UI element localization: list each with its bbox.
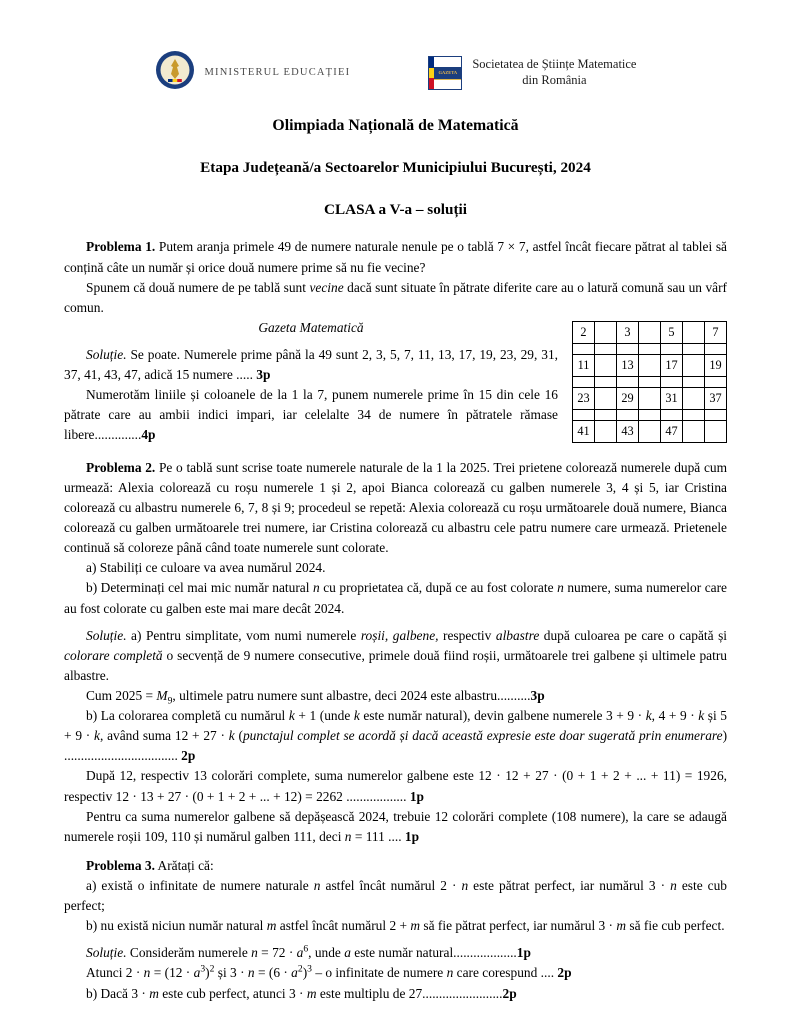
text-segment: cu proprietatea că, după ce au fost colorate [319,580,558,596]
text-segment: roșii, galbene, [360,627,439,643]
grid-cell [639,343,661,354]
text-segment: 2p [557,965,572,981]
grid-cell [683,343,705,354]
grid-cell: 41 [573,420,595,442]
text-segment: Considerăm numerele [126,945,252,961]
text-segment: k [353,708,360,724]
society-name-line1: Societatea de Științe Matematice [472,57,637,72]
text-segment: albastre [495,627,540,643]
problem3-solution-2 [64,963,727,983]
grid-cell [683,321,705,343]
text-segment: să fie cub perfect. [626,918,725,934]
grid-cell [639,409,661,420]
society-name [472,57,636,88]
text-segment: o secvență de 9 numere consecutive, primele două fiind roșii, următoarele trei galbene și ultimele patru albastre. [64,647,727,683]
problem2-solution-b1 [64,706,727,766]
text-segment: respectiv [438,627,496,643]
text-segment: 1p [404,828,420,844]
text-segment: 6 [303,943,309,955]
text-segment: m [266,918,277,934]
text-segment: este pătrat perfect, iar numărul 3 · [468,878,671,894]
text-segment: m [149,985,159,1001]
ministry-logo [155,50,351,96]
grid-cell: 13 [617,354,639,376]
grid-cell [573,409,595,420]
society-name-line2: din România [522,73,587,88]
text-segment: și 3 · [214,965,248,981]
header [64,50,727,96]
text-segment: Se poate. Numerele prime până la 49 sunt 2, 3, 5, 7, 11, 13, 17, 19, 23, 29, 31, 37, 41, 43, 47, adică 15 numere ..... [64,346,558,383]
text-segment: = (12 · [150,965,194,981]
grid-row [573,343,727,354]
text-segment: punctajul complet se acordă și dacă această expresie este doar sugerată prin enumerare [242,728,723,744]
grid-row [573,376,727,387]
grid-cell [639,387,661,409]
text-segment: Arătați că: [154,857,214,873]
gazeta-matematica-logo-icon [428,56,462,90]
text-segment: care corespund .... [453,965,558,981]
text-segment: 1p [516,945,531,961]
text-segment: numere, suma numerelor care au fost colorate cu galben este mai mare decât 2024. [64,580,727,616]
grid-row [573,387,727,409]
text-segment: Spunem că două numere de pe tablă sunt [86,279,310,295]
gazeta-logo-body: GAZETA [434,57,461,89]
text-segment: Soluție. [86,627,127,643]
text-segment: a [344,945,351,961]
text-segment: este cub perfect, atunci 3 · [158,985,307,1001]
text-segment: m [616,918,627,934]
grid-cell: 11 [573,354,595,376]
problem1-statement [64,237,727,277]
grid-cell [639,321,661,343]
problem2-statement [64,458,727,559]
text-segment: ) [205,965,210,981]
grid-cell [595,354,617,376]
text-segment: Pentru ca suma numerelor galbene să depășească 2024, trebuie 12 colorări complete (108 numere), la care se adaugă numerele roșii 109, 110 și numărul galben 111, deci [64,808,727,844]
text-segment: 1p [409,788,424,804]
text-segment: n [344,828,352,844]
text-segment: 2 [209,963,215,975]
problem2-solution-a [64,686,727,706]
text-segment: Problema 2. [86,459,156,475]
problem2-question-a [64,558,727,578]
document-title: Olimpiada Națională de Matematică [272,117,519,135]
grid-cell: 23 [573,387,595,409]
text-segment: , unde [308,945,345,961]
text-segment: a) Stabiliți ce culoare va avea numărul 2024. [86,560,326,576]
grid-cell [595,420,617,442]
text-segment: vecine [309,279,344,295]
text-segment: n [143,965,151,981]
problem2-solution-intro [64,626,727,686]
grid-cell [705,420,727,442]
grid-cell: 5 [661,321,683,343]
prime-grid-table [572,321,727,443]
text-segment: n [670,878,677,894]
text-segment: – o infinitate de numere [311,965,447,981]
text-segment: este multiplu de 27........................ [316,985,503,1001]
text-segment: = 111 .... [351,828,405,844]
text-segment: , ultimele patru numere sunt albastre, deci 2024 este albastru.......... [172,688,531,704]
text-segment: este cub perfect; [64,878,728,914]
text-segment: m [306,985,317,1001]
grid-cell [705,343,727,354]
grid-cell [683,376,705,387]
text-segment: 2 [297,963,303,975]
text-segment: n [461,878,469,894]
text-segment: a [291,965,298,981]
text-segment: n [446,965,454,981]
ministry-emblem-icon [155,50,195,96]
text-segment: , 4 + 9 · [651,708,699,724]
grid-cell [705,376,727,387]
text-segment: 4p [141,427,156,443]
text-segment: n [313,878,321,894]
text-segment: este număr natural), devin galbene numerele 3 + 9 · [359,708,646,724]
text-segment: b) La colorarea completă cu numărul [86,708,289,724]
grid-cell [595,343,617,354]
text-segment: ) [302,965,308,981]
text-segment: n [251,945,258,961]
grid-cell: 31 [661,387,683,409]
text-segment: 3p [530,688,545,704]
text-segment: = 72 · [257,945,297,961]
text-segment: colorare completă [64,647,163,663]
text-segment: a [193,965,201,981]
grid-cell: 37 [705,387,727,409]
text-segment: = (6 · [254,965,292,981]
text-segment: Problema 1. [86,239,156,255]
grid-cell [617,376,639,387]
text-segment: a) există o infinitate de numere naturale [86,878,314,894]
problem3-question-a [64,876,727,916]
grid-row [573,354,727,376]
society-logo [428,56,636,90]
text-segment: n [247,965,255,981]
text-segment: Pe o tablă sunt scrise toate numerele naturale de la 1 la 2025. Trei prietene colorează numerele după cum urmează: Alexia colorează cu roșu numerele 1 și 2, apoi Bianca colorează cu galben numerele 3, 4 și 5, iar Cristina colorează cu albastru numerele 6, 7, 8 și 9; procedeul se repetă: Alexia colorează cu roșu următoarele două numere, Bianca colorează cu galben următoarele trei numere, iar Cristina colorează cu albastru cele patru numere care urmează. Prietenele continuă să coloreze până când toate numerele sunt colorate. [64,459,727,556]
text-segment: a) Pentru simplitate, vom numi numerele [126,627,361,643]
problem2-solution-b2 [64,766,727,806]
grid-cell [639,376,661,387]
grid-row [573,409,727,420]
grid-cell [617,409,639,420]
problem3-statement [64,856,727,876]
grid-cell [683,409,705,420]
text-segment: Atunci 2 · [86,965,144,981]
prime-grid-figure [572,321,727,443]
text-segment: 2p [502,985,517,1001]
text-segment: k [698,708,705,724]
ministry-name: MINISTERUL EDUCAȚIEI [204,67,351,79]
text-segment: astfel încât numărul 2 · [320,878,462,894]
text-segment: astfel încât numărul 2 + [276,918,411,934]
text-segment: dacă sunt situate în pătrate diferite care au o latură comună sau un vârf comun. [64,279,727,315]
problem3-solution-1 [64,943,727,963]
grid-cell [595,321,617,343]
grid-cell: 43 [617,420,639,442]
grid-cell [595,387,617,409]
text-segment: și 5 + 9 · [64,708,727,744]
text-segment: după culoarea pe care o capătă și [539,627,728,643]
text-segment: Soluție. [86,945,127,961]
grid-cell [661,376,683,387]
text-segment: Problema 3. [86,857,155,873]
text-segment: k [228,728,235,744]
grid-cell: 17 [661,354,683,376]
grid-cell [617,343,639,354]
text-segment: b) Dacă 3 · [86,985,150,1001]
grid-cell [683,354,705,376]
problem2-solution-b3 [64,807,727,847]
grid-cell [661,409,683,420]
text-segment: Numerotăm liniile și coloanele de la 1 la 7, punem numerele prime în 15 din cele 16 pătrate care au ambii indici impari, iar celelalte 34 de numere în pătratele rămase libere.............. [64,387,558,443]
text-segment: k [288,708,295,724]
grid-cell [595,376,617,387]
problem3-question-b [64,916,727,936]
text-segment: 3 [200,963,206,975]
problem3-solution-3 [64,984,727,1004]
text-segment: b) nu există niciun număr natural [86,918,267,934]
text-segment: n [557,580,564,596]
grid-cell [683,420,705,442]
grid-row [573,420,727,442]
text-segment: ( [234,728,243,744]
text-segment: k [94,728,100,744]
grid-cell [573,376,595,387]
text-segment: Soluție. [86,346,127,362]
grid-cell [573,343,595,354]
grid-cell: 7 [705,321,727,343]
grid-cell [661,343,683,354]
text-segment: m [410,918,421,934]
text-segment: ) .................................. [64,728,728,764]
text-segment: M [156,688,168,704]
problem1-source: Gazeta Matematică [258,319,364,335]
text-segment: 3p [256,367,271,383]
grid-cell [595,409,617,420]
grid-cell [639,354,661,376]
text-segment: a [296,945,304,961]
text-segment: să fie pătrat perfect, iar numărul 3 · [420,918,617,934]
grid-row [573,321,727,343]
text-segment: Cum 2025 = [86,688,157,704]
text-segment: + 1 (unde [294,708,354,724]
document-class-line: CLASA a V-a – soluții [324,200,467,218]
grid-cell: 29 [617,387,639,409]
text-segment: Putem aranja primele 49 de numere naturale nenule pe o tablă 7 × 7, astfel încât fiecare pătrat al tablei să conțină câte un număr și orice două numere prime să nu fie vecine? [64,239,727,275]
document-subtitle: Etapa Județeană/a Sectoarelor Municipiului București, 2024 [200,158,591,176]
text-segment: 2p [181,748,196,764]
text-segment: b) Determinați cel mai mic număr natural [86,580,313,596]
text-segment: este număr natural................... [350,945,517,961]
grid-cell: 47 [661,420,683,442]
problem1-note [64,278,727,318]
problem2-question-b [64,578,727,618]
text-segment: 3 [307,963,312,975]
text-segment: n [313,580,320,596]
text-segment: , având suma 12 + 27 · [99,728,229,744]
text-segment: k [645,708,652,724]
grid-cell [639,420,661,442]
text-segment: După 12, respectiv 13 colorări complete, suma numerelor galbene este 12 · 12 + 27 · (0 + 1 + 2 + ... + 11) = 1926, respectiv 12 · 13 + 27 · (0 + 1 + 2 + ... + 12) = 2262 .................. [64,768,727,804]
grid-cell: 19 [705,354,727,376]
grid-cell: 2 [573,321,595,343]
text-segment: 9 [167,695,173,707]
grid-cell [705,409,727,420]
grid-cell: 3 [617,321,639,343]
grid-cell [683,387,705,409]
